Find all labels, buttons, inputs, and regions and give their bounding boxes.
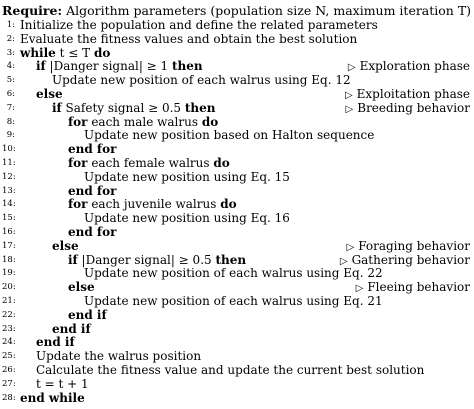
keyword: else (52, 238, 79, 253)
keyword: else (36, 87, 63, 101)
line-text (20, 46, 110, 60)
algorithm-line (0, 280, 470, 294)
line-text (68, 308, 107, 322)
line-number: 4: (6, 61, 15, 72)
statement-text: t = t + 1 (36, 376, 89, 391)
keyword: end for (68, 183, 117, 198)
line-number: 27: (2, 378, 16, 389)
line-comment (346, 101, 470, 115)
algorithm-line (0, 335, 470, 349)
line-number: 15: (2, 213, 16, 224)
line-number: 9: (6, 130, 15, 141)
line-text (36, 335, 75, 349)
line-text (52, 73, 351, 87)
algorithm-line (0, 377, 470, 391)
line-comment (356, 280, 470, 294)
algorithm-line (0, 211, 470, 225)
requirement-label: Require: (2, 3, 63, 18)
statement-text: Update the walrus position (36, 349, 202, 364)
line-number: 17: (2, 240, 16, 251)
comment-triangle-icon: ▷ (339, 255, 348, 267)
keyword: then (215, 252, 247, 267)
line-text (20, 18, 378, 32)
statement-text: Evaluate the fitness values and obtain the best solution (20, 31, 358, 46)
keyword: end while (20, 390, 85, 405)
line-number: 11: (2, 158, 16, 168)
statement-text: |Danger signal| ≥ 0.5 (77, 252, 216, 267)
algorithm-line (0, 18, 470, 32)
line-text (68, 142, 116, 156)
line-comment (345, 87, 470, 101)
algorithm-line (0, 266, 470, 280)
keyword: do (220, 197, 237, 212)
line-number: 28: (2, 392, 16, 403)
statement-text: Update new position of each walrus using Eq. 21 (84, 294, 383, 308)
requirement-text: Algorithm parameters (population size N, maximum iteration T) (66, 3, 472, 18)
algorithm-line (0, 294, 470, 308)
line-comment (347, 239, 470, 253)
statement-text: Update new position using Eq. 16 (84, 211, 290, 226)
line-number: 10: (2, 144, 16, 155)
line-text (20, 32, 357, 46)
line-text (52, 101, 216, 115)
line-text (52, 239, 79, 253)
line-text (36, 87, 63, 101)
comment-text: Fleeing behavior (367, 280, 470, 295)
comment-triangle-icon: ▷ (346, 241, 355, 253)
keyword: if (36, 59, 46, 74)
algorithm-line (0, 239, 470, 253)
line-number: 23: (2, 323, 16, 334)
line-text (68, 197, 237, 211)
algorithm-line (0, 59, 470, 73)
algorithm-line (0, 308, 470, 322)
statement-text: Update new position of each walrus using Eq. 12 (52, 73, 351, 88)
algorithm-line (0, 253, 470, 267)
algorithm-line (0, 115, 470, 129)
algorithm-line (0, 170, 470, 184)
statement-text: each male walrus (87, 114, 202, 129)
statement-text: Initialize the population and define the related parameters (20, 18, 378, 32)
comment-triangle-icon: ▷ (345, 103, 354, 115)
comment-text: Breeding behavior (357, 100, 470, 115)
keyword: do (213, 156, 230, 170)
algorithm-line (0, 184, 470, 198)
line-comment (340, 253, 470, 267)
keyword: else (68, 280, 95, 295)
keyword: if (68, 252, 78, 267)
keyword: end if (68, 307, 107, 322)
algorithm-line (0, 156, 470, 170)
line-text (68, 225, 116, 239)
line-number: 20: (2, 282, 16, 293)
line-number: 3: (6, 47, 15, 58)
algorithm-line (0, 363, 470, 377)
line-text (84, 211, 290, 225)
line-number: 18: (2, 254, 16, 265)
statement-text: Update new position based on Halton sequence (84, 128, 375, 143)
line-number: 25: (2, 351, 16, 362)
line-text (68, 280, 95, 294)
keyword: for (68, 114, 88, 129)
statement-text: each female walrus (87, 156, 214, 170)
line-text (68, 184, 116, 198)
line-number: 7: (6, 102, 15, 113)
line-comment (348, 59, 470, 73)
keyword: end for (68, 225, 117, 239)
line-number: 2: (6, 33, 15, 44)
algorithm-line (0, 349, 470, 363)
line-number: 1: (6, 20, 15, 30)
line-text (84, 128, 374, 142)
line-text (52, 322, 91, 336)
line-text (36, 59, 203, 73)
line-number: 24: (2, 337, 16, 348)
keyword: then (184, 100, 216, 115)
line-text (68, 253, 246, 267)
algorithm-line (0, 128, 470, 142)
line-text (36, 363, 424, 377)
comment-text: Gathering behavior (351, 252, 470, 267)
line-text (84, 294, 383, 308)
line-number: 8: (6, 116, 15, 127)
keyword: do (93, 45, 111, 60)
line-number: 5: (6, 75, 15, 86)
algorithm-line (0, 87, 470, 101)
line-number: 22: (2, 309, 16, 320)
statement-text: each juvenile walrus (87, 197, 221, 212)
line-number: 6: (6, 89, 15, 99)
line-text (68, 115, 218, 129)
line-number: 13: (2, 185, 16, 196)
comment-text: Foraging behavior (358, 238, 470, 253)
statement-text: Safety signal ≥ 0.5 (61, 100, 185, 115)
comment-triangle-icon: ▷ (344, 90, 353, 101)
line-text (68, 156, 230, 170)
algorithm-line (0, 46, 470, 60)
keyword: for (68, 156, 88, 170)
statement-text: t ≤ T (55, 45, 94, 60)
comment-text: Exploitation phase (356, 87, 470, 101)
algorithm-line (0, 322, 470, 336)
comment-triangle-icon: ▷ (347, 62, 356, 74)
keyword: do (201, 114, 219, 129)
keyword: end if (36, 335, 75, 350)
line-text (84, 170, 290, 184)
line-text (20, 391, 85, 405)
line-text (36, 377, 89, 391)
keyword: end for (68, 142, 117, 157)
algorithm-line (0, 225, 470, 239)
line-number: 12: (2, 171, 16, 182)
line-number: 14: (2, 199, 16, 210)
keyword: end if (52, 321, 91, 336)
algorithm-line (0, 142, 470, 156)
comment-text: Exploration phase (359, 59, 470, 74)
requirement-line (2, 3, 471, 18)
keyword: while (20, 45, 56, 60)
keyword: for (68, 197, 88, 212)
keyword: then (172, 59, 203, 74)
algorithm-line (0, 32, 470, 46)
keyword: if (52, 100, 62, 115)
algorithm-line (0, 197, 470, 211)
statement-text: Calculate the fitness value and update the current best solution (36, 363, 425, 377)
statement-text: Update new position of each walrus using Eq. 22 (84, 266, 383, 281)
algorithm-line (0, 391, 470, 405)
statement-text: Update new position using Eq. 15 (84, 169, 290, 184)
line-number: 16: (2, 227, 16, 237)
line-number: 26: (2, 365, 16, 375)
comment-triangle-icon: ▷ (355, 283, 364, 295)
line-number: 19: (2, 268, 16, 279)
statement-text: |Danger signal| ≥ 1 (45, 59, 173, 74)
line-text (84, 266, 383, 280)
algorithm-line (0, 73, 470, 87)
line-text (36, 349, 201, 363)
algorithm-line (0, 101, 470, 115)
line-number: 21: (2, 296, 16, 306)
